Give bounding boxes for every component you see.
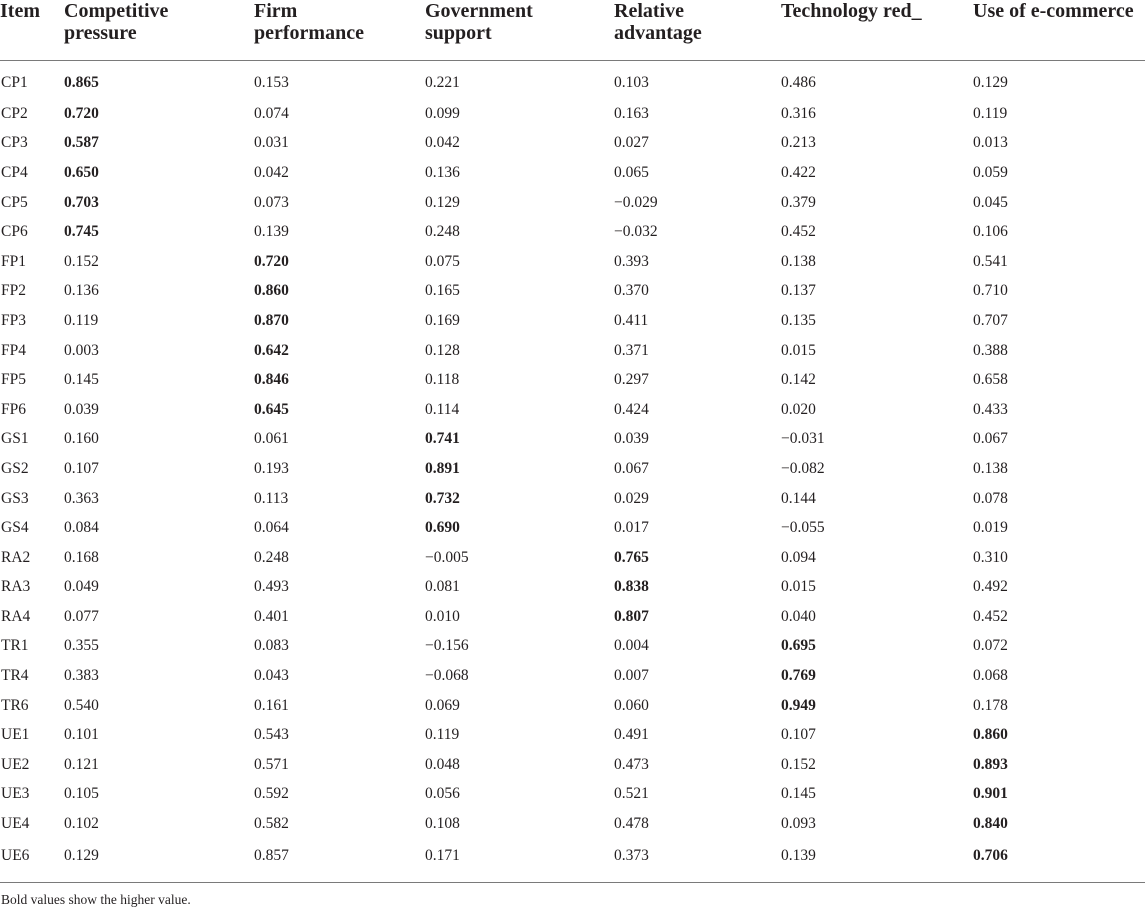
loading-value-cell: 0.003: [64, 341, 99, 359]
table-row: [0, 454, 1145, 484]
loading-value-cell: 0.128: [425, 341, 460, 359]
loading-value-cell: 0.860: [254, 282, 289, 300]
loading-value-cell: 0.690: [425, 519, 460, 537]
loading-value-cell: 0.297: [614, 371, 649, 389]
loading-value-cell: 0.099: [425, 104, 460, 122]
loading-value-cell: 0.075: [425, 252, 460, 270]
loading-value-cell: −0.005: [425, 548, 469, 566]
table-row: [0, 188, 1145, 218]
loading-value-cell: 0.169: [425, 311, 460, 329]
loading-value-cell: −0.082: [781, 459, 825, 477]
loading-value-cell: 0.042: [425, 134, 460, 152]
loading-value-cell: 0.163: [614, 104, 649, 122]
loading-value-cell: 0.064: [254, 519, 289, 537]
loading-value-cell: 0.732: [425, 489, 460, 507]
row-item-label: UE4: [1, 815, 30, 833]
loading-value-cell: 0.107: [781, 726, 816, 744]
loading-value-cell: 0.540: [64, 696, 99, 714]
row-item-label: UE6: [1, 846, 30, 864]
loading-value-cell: 0.013: [973, 134, 1008, 152]
loading-value-cell: 0.015: [781, 341, 816, 359]
loading-value-cell: 0.121: [64, 755, 99, 773]
loading-value-cell: 0.094: [781, 548, 816, 566]
loading-value-cell: 0.452: [973, 607, 1008, 625]
loading-value-cell: 0.860: [973, 726, 1008, 744]
loading-value-cell: 0.587: [64, 134, 99, 152]
loading-value-cell: 0.310: [973, 548, 1008, 566]
table-row: [0, 513, 1145, 543]
table-header: [0, 0, 1145, 61]
loading-value-cell: 0.650: [64, 163, 99, 181]
loading-value-cell: 0.010: [425, 607, 460, 625]
loading-value-cell: 0.136: [64, 282, 99, 300]
loading-value-cell: 0.074: [254, 104, 289, 122]
loading-value-cell: 0.078: [973, 489, 1008, 507]
table-row: [0, 602, 1145, 632]
loading-value-cell: 0.107: [64, 459, 99, 477]
column-header: [425, 0, 614, 61]
loading-value-cell: 0.061: [254, 430, 289, 448]
loading-value-cell: 0.106: [973, 223, 1008, 241]
row-item-label: CP5: [1, 193, 28, 211]
loading-value-cell: 0.069: [425, 696, 460, 714]
column-header-line1: Competitive: [64, 0, 169, 22]
loading-value-cell: 0.152: [64, 252, 99, 270]
column-header-line2: advantage: [614, 22, 702, 44]
loading-value-cell: 0.019: [973, 519, 1008, 537]
row-item-label: TR6: [1, 696, 29, 714]
loading-value-cell: 0.433: [973, 400, 1008, 418]
loading-value-cell: −0.031: [781, 430, 825, 448]
loading-value-cell: 0.171: [425, 846, 460, 864]
loading-value-cell: 0.129: [64, 846, 99, 864]
loading-value-cell: 0.081: [425, 578, 460, 596]
loading-value-cell: 0.168: [64, 548, 99, 566]
loading-value-cell: 0.316: [781, 104, 816, 122]
table-row: [0, 306, 1145, 336]
loading-value-cell: 0.138: [973, 459, 1008, 477]
loading-value-cell: 0.060: [614, 696, 649, 714]
loading-value-cell: 0.067: [614, 459, 649, 477]
loading-value-cell: 0.541: [973, 252, 1008, 270]
loading-value-cell: 0.491: [614, 726, 649, 744]
column-header: [973, 0, 1145, 61]
loading-value-cell: 0.040: [781, 607, 816, 625]
column-header-line1: Use of e-commerce: [973, 0, 1134, 22]
loading-value-cell: 0.473: [614, 755, 649, 773]
loading-value-cell: 0.373: [614, 846, 649, 864]
loading-value-cell: 0.355: [64, 637, 99, 655]
loading-value-cell: 0.571: [254, 755, 289, 773]
loading-value-cell: 0.152: [781, 755, 816, 773]
loading-value-cell: 0.492: [973, 578, 1008, 596]
loading-value-cell: 0.138: [781, 252, 816, 270]
loading-value-cell: 0.582: [254, 815, 289, 833]
loading-value-cell: 0.129: [973, 74, 1008, 91]
loading-value-cell: 0.102: [64, 815, 99, 833]
loading-value-cell: 0.103: [614, 74, 649, 91]
column-header-line1: Firm: [254, 0, 298, 22]
loading-value-cell: 0.769: [781, 667, 816, 685]
row-item-label: FP5: [1, 371, 26, 389]
row-item-label: UE1: [1, 726, 30, 744]
loading-value-cell: 0.029: [614, 489, 649, 507]
row-item-label: CP1: [1, 74, 28, 91]
loading-value-cell: 0.383: [64, 667, 99, 685]
loading-value-cell: 0.067: [973, 430, 1008, 448]
table-row: [0, 780, 1145, 810]
table-row: [0, 750, 1145, 780]
loading-value-cell: −0.068: [425, 667, 469, 685]
loading-value-cell: 0.056: [425, 785, 460, 803]
table-row: [0, 425, 1145, 455]
loading-value-cell: 0.048: [425, 755, 460, 773]
table-row: [0, 99, 1145, 129]
loading-value-cell: −0.156: [425, 637, 469, 655]
column-header-line2: support: [425, 22, 492, 44]
loading-value-cell: 0.949: [781, 696, 816, 714]
loading-value-cell: 0.072: [973, 637, 1008, 655]
column-header-line1: Item: [0, 0, 40, 22]
loading-value-cell: 0.119: [973, 104, 1008, 122]
table-row: [0, 217, 1145, 247]
row-item-label: GS3: [1, 489, 29, 507]
loading-value-cell: 0.422: [781, 163, 816, 181]
loading-value-cell: 0.139: [781, 846, 816, 864]
loading-value-cell: 0.363: [64, 489, 99, 507]
loading-value-cell: 0.695: [781, 637, 816, 655]
loading-value-cell: 0.129: [425, 193, 460, 211]
column-header-line1: Government: [425, 0, 533, 22]
loading-value-cell: 0.043: [254, 667, 289, 685]
loading-value-cell: 0.838: [614, 578, 649, 596]
table-row: [0, 573, 1145, 603]
loading-value-cell: 0.493: [254, 578, 289, 596]
loading-value-cell: 0.083: [254, 637, 289, 655]
loading-value-cell: 0.113: [254, 489, 289, 507]
loading-value-cell: 0.084: [64, 519, 99, 537]
loading-value-cell: 0.870: [254, 311, 289, 329]
column-header: [614, 0, 781, 61]
table-row: [0, 661, 1145, 691]
loading-value-cell: 0.741: [425, 430, 460, 448]
row-item-label: UE3: [1, 785, 30, 803]
column-header-line1: Technology red_: [781, 0, 922, 22]
loading-value-cell: 0.077: [64, 607, 99, 625]
loading-value-cell: 0.004: [614, 637, 649, 655]
loading-value-cell: 0.039: [64, 400, 99, 418]
table-footnote: Bold values show the higher value.: [1, 892, 191, 907]
table-row: [0, 247, 1145, 277]
loading-value-cell: 0.411: [614, 311, 649, 329]
loading-value-cell: 0.017: [614, 519, 649, 537]
loading-value-cell: 0.891: [425, 459, 460, 477]
loading-value-cell: −0.055: [781, 519, 825, 537]
row-item-label: CP3: [1, 134, 28, 152]
row-item-label: RA2: [1, 548, 31, 566]
loading-value-cell: 0.765: [614, 548, 649, 566]
table-row: [0, 691, 1145, 721]
loading-value-cell: 0.486: [781, 74, 816, 91]
loading-value-cell: 0.145: [64, 371, 99, 389]
header-row: [0, 0, 1145, 61]
loading-value-cell: 0.135: [781, 311, 816, 329]
loading-value-cell: 0.521: [614, 785, 649, 803]
loading-value-cell: 0.020: [781, 400, 816, 418]
row-item-label: FP3: [1, 311, 26, 329]
loading-value-cell: 0.543: [254, 726, 289, 744]
row-item-label: GS2: [1, 459, 29, 477]
loading-value-cell: 0.108: [425, 815, 460, 833]
loading-value-cell: 0.015: [781, 578, 816, 596]
loading-value-cell: 0.707: [973, 311, 1008, 329]
loading-value-cell: 0.857: [254, 846, 289, 864]
loading-value-cell: 0.105: [64, 785, 99, 803]
loading-value-cell: 0.137: [781, 282, 816, 300]
loading-value-cell: 0.401: [254, 607, 289, 625]
row-item-label: CP2: [1, 104, 28, 122]
table-row: [0, 365, 1145, 395]
loading-value-cell: 0.139: [254, 223, 289, 241]
loading-value-cell: 0.807: [614, 607, 649, 625]
loading-value-cell: 0.745: [64, 223, 99, 241]
loading-value-cell: 0.424: [614, 400, 649, 418]
loading-value-cell: 0.703: [64, 193, 99, 211]
table-bottom-rule: [0, 882, 1145, 883]
column-header-line2: performance: [254, 22, 364, 44]
loading-value-cell: 0.720: [64, 104, 99, 122]
loading-value-cell: 0.642: [254, 341, 289, 359]
table-row: [0, 720, 1145, 750]
loading-value-cell: 0.093: [781, 815, 816, 833]
row-item-label: RA4: [1, 607, 31, 625]
row-item-label: GS4: [1, 519, 29, 537]
loading-value-cell: 0.119: [425, 726, 460, 744]
loading-value-cell: 0.592: [254, 785, 289, 803]
loading-value-cell: 0.142: [781, 371, 816, 389]
loading-value-cell: 0.065: [614, 163, 649, 181]
table-row: [0, 809, 1145, 839]
column-header-line2: pressure: [64, 22, 137, 44]
loading-value-cell: 0.221: [425, 74, 460, 91]
loading-value-cell: 0.118: [425, 371, 460, 389]
loading-value-cell: 0.865: [64, 74, 99, 91]
row-item-label: FP1: [1, 252, 26, 270]
loading-value-cell: 0.213: [781, 134, 816, 152]
table-row: [0, 277, 1145, 307]
loading-value-cell: 0.073: [254, 193, 289, 211]
column-header: [0, 0, 64, 61]
row-item-label: TR4: [1, 667, 29, 685]
loading-value-cell: −0.029: [614, 193, 658, 211]
loading-value-cell: 0.452: [781, 223, 816, 241]
table-row: [0, 395, 1145, 425]
column-header: [781, 0, 973, 61]
table-row: [0, 632, 1145, 662]
table-row: [0, 129, 1145, 159]
row-item-label: RA3: [1, 578, 31, 596]
loading-value-cell: 0.101: [64, 726, 99, 744]
loading-value-cell: 0.119: [64, 311, 99, 329]
loading-value-cell: 0.393: [614, 252, 649, 270]
loading-value-cell: 0.136: [425, 163, 460, 181]
column-header: [254, 0, 425, 61]
loading-value-cell: 0.145: [781, 785, 816, 803]
loading-value-cell: 0.710: [973, 282, 1008, 300]
loading-value-cell: 0.144: [781, 489, 816, 507]
loading-value-cell: 0.248: [425, 223, 460, 241]
loading-value-cell: 0.045: [973, 193, 1008, 211]
loading-value-cell: 0.059: [973, 163, 1008, 181]
loading-value-cell: 0.846: [254, 371, 289, 389]
column-header: [64, 0, 254, 61]
loading-value-cell: 0.840: [973, 815, 1008, 833]
row-item-label: FP4: [1, 341, 26, 359]
loading-value-cell: 0.161: [254, 696, 289, 714]
table-row: [0, 839, 1145, 879]
row-item-label: CP4: [1, 163, 28, 181]
loading-value-cell: 0.042: [254, 163, 289, 181]
loading-value-cell: 0.893: [973, 755, 1008, 773]
loading-value-cell: 0.165: [425, 282, 460, 300]
loading-value-cell: 0.388: [973, 341, 1008, 359]
table-row: [0, 158, 1145, 188]
loading-value-cell: 0.178: [973, 696, 1008, 714]
row-item-label: FP6: [1, 400, 26, 418]
loading-value-cell: −0.032: [614, 223, 658, 241]
row-item-label: UE2: [1, 755, 30, 773]
table-row: [0, 484, 1145, 514]
loading-value-cell: 0.114: [425, 400, 460, 418]
loading-value-cell: 0.248: [254, 548, 289, 566]
loading-value-cell: 0.478: [614, 815, 649, 833]
column-header-line1: Relative: [614, 0, 684, 22]
loading-value-cell: 0.371: [614, 341, 649, 359]
table-row: [0, 61, 1145, 100]
row-item-label: TR1: [1, 637, 29, 655]
loading-value-cell: 0.039: [614, 430, 649, 448]
loading-value-cell: 0.658: [973, 371, 1008, 389]
table-row: [0, 543, 1145, 573]
row-item-label: FP2: [1, 282, 26, 300]
loading-value-cell: 0.068: [973, 667, 1008, 685]
loading-value-cell: 0.049: [64, 578, 99, 596]
loading-value-cell: 0.720: [254, 252, 289, 270]
loading-value-cell: 0.153: [254, 74, 289, 91]
loading-value-cell: 0.901: [973, 785, 1008, 803]
loading-value-cell: 0.007: [614, 667, 649, 685]
loading-value-cell: 0.160: [64, 430, 99, 448]
loading-value-cell: 0.706: [973, 846, 1008, 864]
loading-value-cell: 0.193: [254, 459, 289, 477]
table-body: [0, 61, 1145, 879]
loading-value-cell: 0.031: [254, 134, 289, 152]
loading-value-cell: 0.027: [614, 134, 649, 152]
loading-value-cell: 0.645: [254, 400, 289, 418]
loading-value-cell: 0.379: [781, 193, 816, 211]
table-row: [0, 336, 1145, 366]
loading-value-cell: 0.370: [614, 282, 649, 300]
row-item-label: CP6: [1, 223, 28, 241]
row-item-label: GS1: [1, 430, 29, 448]
